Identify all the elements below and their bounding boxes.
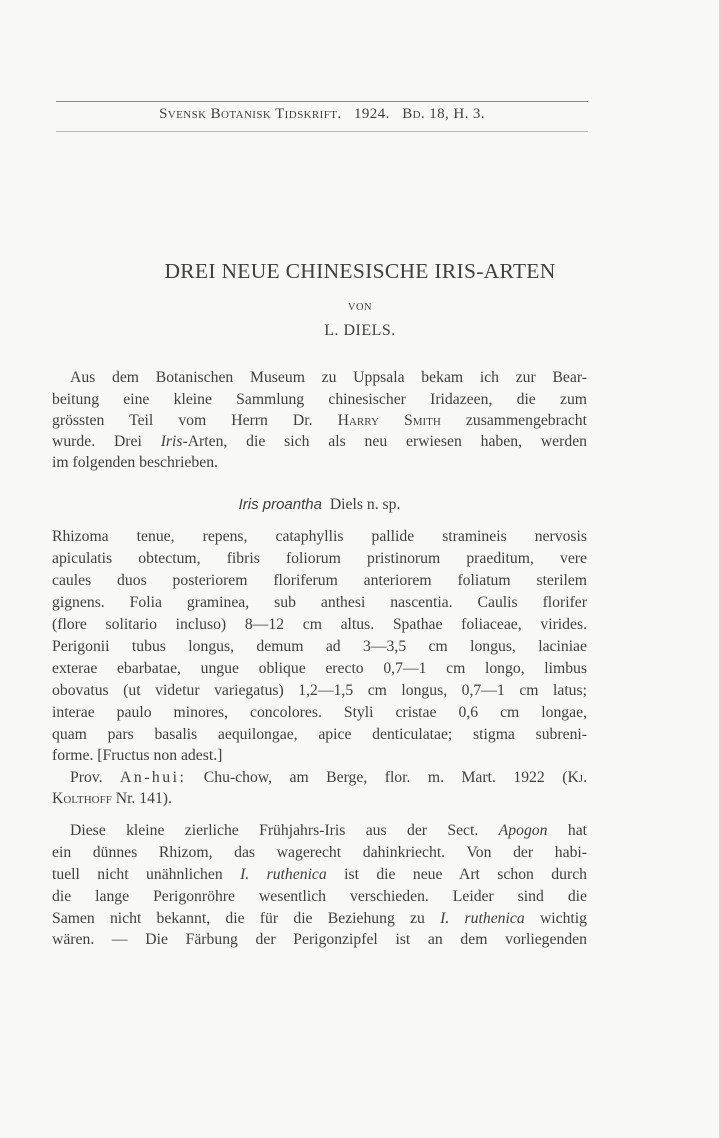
description-line: caules duos posteriorem floriferum anteriorem foliatum sterilem <box>52 572 587 589</box>
header-rule-bottom <box>56 131 588 132</box>
description-line: obovatus (ut videtur variegatus) 1,2—1,5 cm longus, 0,7—1 cm latus; <box>52 682 587 699</box>
collector-name: Kolthoff <box>52 790 112 807</box>
discussion-line: wären. — Die Färbung der Perigonzipfel ist an dem vorliegenden <box>52 931 587 948</box>
description-line: exterae ebarbatae, ungue oblique erecto 0,7—1 cm longo, limbus <box>52 660 587 677</box>
article-title: DREI NEUE CHINESISCHE IRIS-ARTEN <box>164 259 556 283</box>
journal-year: 1924. <box>353 106 390 122</box>
description-line: interae paulo minores, concolores. Styli cristae 0,6 cm longae, <box>52 704 587 721</box>
description-line: Perigonii tubus longus, demum ad 3—3,5 cm longus, laciniae <box>52 638 587 655</box>
header-rule-top <box>56 101 588 102</box>
species-heading <box>52 495 587 515</box>
description-line: apiculatis obtectum, fibris foliorum pristinorum praeditum, vere <box>52 550 587 567</box>
discussion-line: Samen nicht bekannt, die für die Beziehung zu I. ruthenica wichtig <box>52 910 587 927</box>
discussion-line: Diese kleine zierliche Frühjahrs-Iris aus der Sect. Apogon hat <box>70 822 588 839</box>
province-name: An-hui: <box>120 769 187 786</box>
species-name: Iris proantha <box>238 496 322 513</box>
discussion-line: die lange Perigonröhre wesentlich verschieden. Leider sind die <box>52 888 587 905</box>
intro-line: Aus dem Botanischen Museum zu Uppsala bekam ich zur Bear- <box>70 369 587 386</box>
description-line: (flore solitario incluso) 8—12 cm altus. Spathae foliaceae, virides. <box>52 616 587 633</box>
description-line: forme. [Fructus non adest.] <box>52 747 223 764</box>
provenance-line: Kolthoff Nr. 141). <box>52 790 172 807</box>
description-line: gignens. Folia graminea, sub anthesi nascentia. Caulis florifer <box>52 594 587 611</box>
intro-line: im folgenden beschrieben. <box>52 454 218 471</box>
provenance-line: Prov. An-hui: Chu-chow, am Berge, flor. m. Mart. 1922 (Kj. <box>70 769 587 786</box>
genus-name: Iris <box>160 433 183 450</box>
person-name: Harry Smith <box>337 412 441 429</box>
byline-von: VON <box>347 302 373 313</box>
journal-volume: Bd. 18, H. 3. <box>402 106 485 122</box>
species-authority: Diels n. sp. <box>329 496 401 513</box>
intro-line: grössten Teil vom Herrn Dr. Harry Smith zusammengebracht <box>52 412 587 429</box>
intro-line: wurde. Drei Iris-Arten, die sich als neu erwiesen haben, werden <box>52 433 588 450</box>
intro-line: beitung eine kleine Sammlung chinesischer Iridazeen, die zum <box>52 391 587 408</box>
running-header <box>56 106 588 123</box>
discussion-line: ein dünnes Rhizom, das wagerecht dahinkriecht. Von der habi- <box>52 844 587 861</box>
description-line: Rhizoma tenue, repens, cataphyllis pallide stramineis nervosis <box>52 528 587 545</box>
author-name: L. DIELS. <box>324 322 396 339</box>
discussion-line: tuell nicht unähnlichen I. ruthenica ist die neue Art schon durch <box>52 866 588 883</box>
description-line: quam pars basalis aequilongae, apice denticulatae; stigma subreni- <box>52 726 587 743</box>
journal-name: Svensk Botanisk Tidskrift. <box>159 106 342 122</box>
